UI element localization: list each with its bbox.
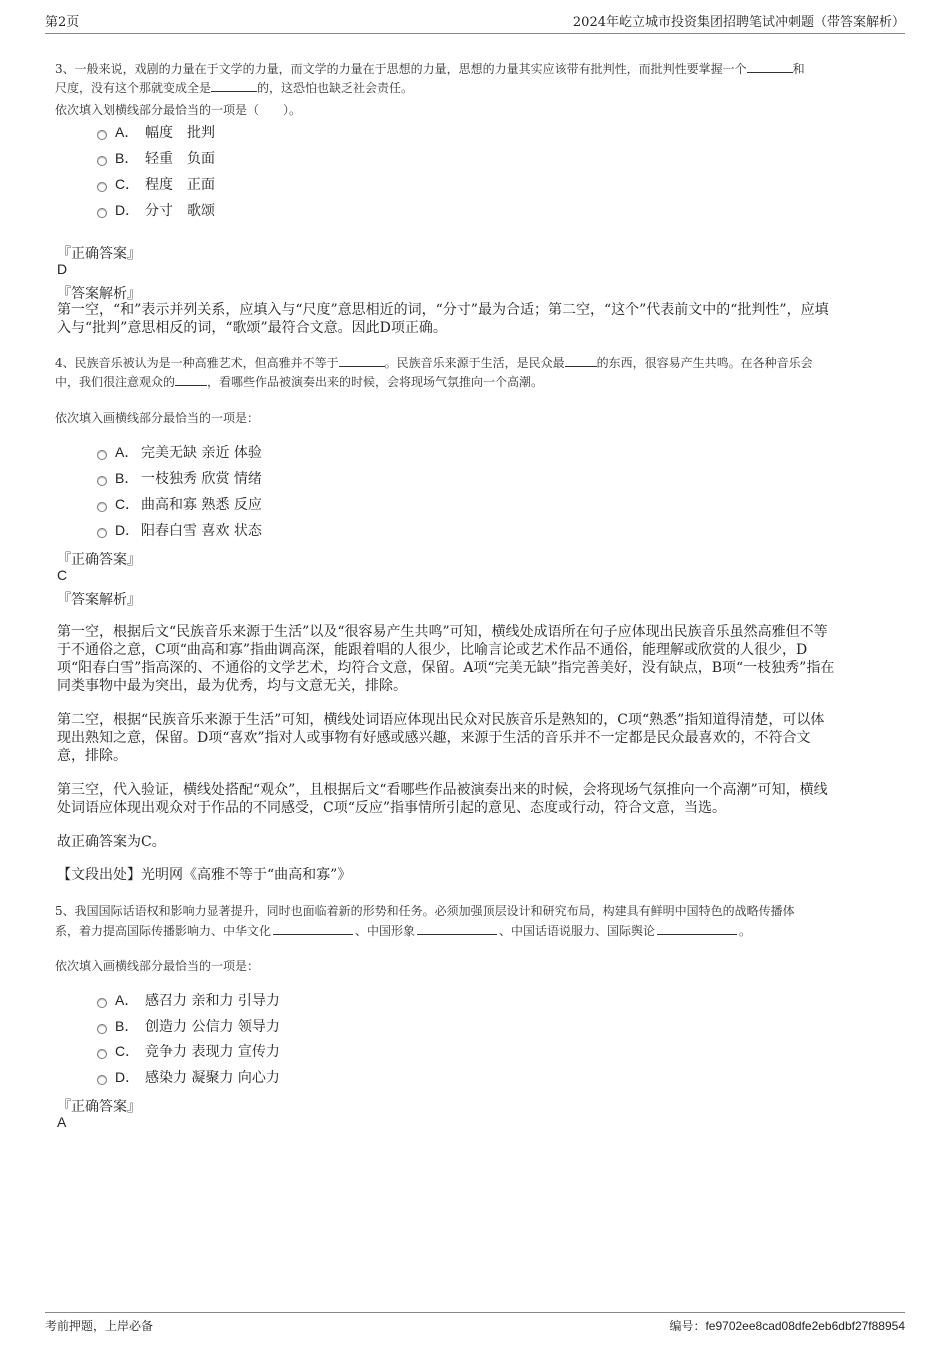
radio-icon[interactable]: [97, 156, 107, 166]
page-header: [45, 14, 905, 34]
q5-stem-line2: 系，着力提高国际传播影响力、中华文化 、中国形象 、中国话语说服力、国际舆论 。: [55, 924, 752, 938]
q4-analysis-p2-line3: 意，排除。: [57, 748, 127, 764]
q3-option-a[interactable]: A． 幅度 批判: [97, 122, 215, 142]
q4-conclusion: 故正确答案为C。: [57, 834, 166, 850]
q4-option-a[interactable]: A． 完美无缺 亲近 体验: [97, 442, 262, 462]
q3-analysis-label: 『答案解析』: [57, 286, 141, 302]
q3-answer: D: [57, 261, 68, 277]
radio-icon[interactable]: [97, 1075, 107, 1085]
radio-icon[interactable]: [97, 450, 107, 460]
radio-icon[interactable]: [97, 1049, 107, 1059]
q5-option-b[interactable]: B． 创造力 公信力 领导力: [97, 1016, 280, 1036]
q4-analysis-p1-line3: 项“阳春白雪”指高深的、不通俗的文学艺术，均符合文意，保留。A项“完美无缺”指完善美好，没有缺点，B项“一枝独秀”指在: [57, 660, 835, 676]
q4-source: 【文段出处】光明网《高雅不等于“曲高和寡”》: [57, 867, 352, 883]
q4-stem-line2: 中，我们很注意观众的 ，看哪些作品被演奏出来的时候，会将现场气氛推向一个高潮。: [55, 375, 544, 389]
radio-icon[interactable]: [97, 528, 107, 538]
q3-stem-line2: 尺度，没有这个那就变成全是 的，这恐怕也缺乏社会责任。: [55, 81, 414, 95]
q3-option-c[interactable]: C． 程度 正面: [97, 174, 215, 194]
radio-icon[interactable]: [97, 130, 107, 140]
footer-code: fe9702ee8cad08dfe2eb6dbf27f88954: [705, 1319, 905, 1333]
q4-analysis-p1-line4: 同类事物中最为突出，最为优秀，均与文意无关，排除。: [57, 678, 407, 694]
document-title: 2024年屹立城市投资集团招聘笔试冲刺题（带答案解析）: [572, 15, 905, 30]
q4-analysis-p1-line2: 于不通俗之意，C项“曲高和寡”指曲调高深，能跟着唱的人很少，比喻言论或艺术作品不通俗，能理解或欣赏的人很少，D: [57, 642, 808, 658]
footer-slogan: 考前押题，上岸必备: [45, 1319, 154, 1333]
footer-code-group: [669, 1317, 905, 1334]
radio-icon[interactable]: [97, 502, 107, 512]
q4-option-c[interactable]: C． 曲高和寡 熟悉 反应: [97, 494, 262, 514]
q5-option-a[interactable]: A． 感召力 亲和力 引导力: [97, 990, 280, 1010]
q5-option-d[interactable]: D． 感染力 凝聚力 向心力: [97, 1067, 280, 1087]
q3-prompt: 依次填入划横线部分最恰当的一项是（ ）。: [55, 103, 302, 117]
q3-stem-line1: 3、一般来说，戏剧的力量在于文学的力量，而文学的力量在于思想的力量，思想的力量其实应该带有批判性，而批判性要掌握一个 和: [55, 62, 805, 76]
q4-answer: C: [57, 567, 68, 583]
page-footer: [45, 1312, 905, 1334]
q4-prompt: 依次填入画横线部分最恰当的一项是：: [55, 411, 260, 425]
q5-correct-label: 『正确答案』: [57, 1099, 141, 1115]
q4-analysis-p2-line1: 第二空，根据“民族音乐来源于生活”可知，横线处词语应体现出民众对民族音乐是熟知的，C项“熟悉”指知道得清楚，可以体: [57, 712, 825, 728]
q5-answer: A: [57, 1114, 67, 1130]
radio-icon[interactable]: [97, 182, 107, 192]
q3-option-b[interactable]: B． 轻重 负面: [97, 148, 215, 168]
q5-prompt: 依次填入画横线部分最恰当的一项是：: [55, 959, 260, 973]
radio-icon[interactable]: [97, 208, 107, 218]
q4-analysis-label: 『答案解析』: [57, 592, 141, 608]
radio-icon[interactable]: [97, 476, 107, 486]
q3-correct-label: 『正确答案』: [57, 246, 141, 262]
page-number: 第2页: [45, 15, 80, 30]
q4-correct-label: 『正确答案』: [57, 552, 141, 568]
q4-option-d[interactable]: D． 阳春白雪 喜欢 状态: [97, 520, 262, 540]
q5-stem-line1: 5、我国国际话语权和影响力显著提升，同时也面临着新的形势和任务。必须加强顶层设计和研究布局，构建具有鲜明中国特色的战略传播体: [55, 904, 795, 918]
q4-option-b[interactable]: B． 一枝独秀 欣赏 情绪: [97, 468, 262, 488]
q5-option-c[interactable]: C． 竞争力 表现力 宣传力: [97, 1041, 280, 1061]
q3-analysis-line1: 第一空，“和”表示并列关系，应填入与“尺度”意思相近的词，“分寸”最为合适；第二空，“这个”代表前文中的“批判性”，应填: [57, 302, 829, 318]
q3-option-d[interactable]: D． 分寸 歌颂: [97, 200, 215, 220]
radio-icon[interactable]: [97, 1024, 107, 1034]
q4-stem-line1: 4、民族音乐被认为是一种高雅艺术，但高雅并不等于 。民族音乐来源于生活，是民众最 的东西，很容易产生共鸣。在各种音乐会: [55, 356, 813, 370]
q3-analysis-line2: 入与“批判”意思相反的词，“歌颂”最符合文意。因此D项正确。: [57, 320, 447, 336]
radio-icon[interactable]: [97, 998, 107, 1008]
q4-analysis-p1-line1: 第一空，根据后文“民族音乐来源于生活”以及“很容易产生共鸣”可知，横线处成语所在句子应体现出民族音乐虽然高雅但不等: [57, 624, 828, 640]
q4-analysis-p3-line1: 第三空，代入验证，横线处搭配“观众”，且根据后文“看哪些作品被演奏出来的时候，会将现场气氛推向一个高潮”可知，横线: [57, 782, 828, 798]
footer-code-label: 编号：: [669, 1319, 706, 1333]
q4-analysis-p3-line2: 处词语应体现出观众对于作品的不同感受，C项“反应”指事情所引起的意见、态度或行动，符合文意，当选。: [57, 800, 727, 816]
q4-analysis-p2-line2: 现出熟知之意，保留。D项“喜欢”指对人或事物有好感或感兴趣，来源于生活的音乐并不一定都是民众最喜欢的，不符合文: [57, 730, 811, 746]
